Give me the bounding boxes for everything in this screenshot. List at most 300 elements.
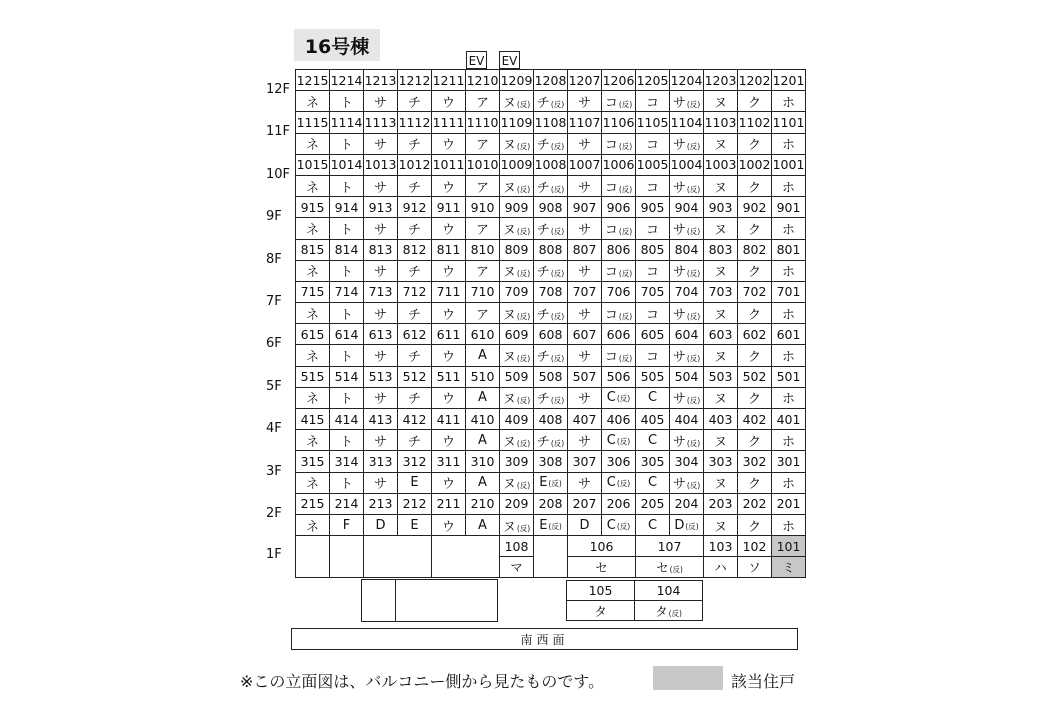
type-main: ヌ	[502, 392, 516, 408]
type-main: サ	[373, 307, 387, 323]
unit-number: 1011	[432, 154, 466, 175]
unit-number: 301	[772, 451, 806, 472]
unit-type	[432, 218, 466, 239]
type-main: ク	[747, 180, 761, 196]
unit-type	[636, 91, 670, 112]
type-reversed-mark: (反)	[686, 438, 701, 448]
type-main: ト	[339, 138, 353, 154]
type-main: ヌ	[713, 138, 727, 154]
type-main: ウ	[441, 392, 455, 408]
unit-blank	[534, 536, 568, 578]
unit-number: 813	[364, 239, 398, 260]
unit-type	[364, 133, 398, 154]
unit-type	[364, 303, 398, 324]
type-main: ヌ	[713, 95, 727, 111]
unit-number: 710	[466, 281, 500, 302]
type-main: ネ	[305, 222, 319, 238]
type-main: サ	[672, 95, 686, 111]
type-main: E	[410, 475, 419, 491]
unit-type	[296, 260, 330, 281]
type-reversed-mark: (反)	[686, 99, 701, 109]
unit-number: 507	[568, 366, 602, 387]
unit-type	[500, 175, 534, 196]
unit-number: 701	[772, 281, 806, 302]
unit-type	[602, 472, 636, 493]
elevation-grid	[295, 69, 806, 578]
unit-type	[636, 345, 670, 366]
unit-number: 606	[602, 324, 636, 345]
type-reversed-mark: (反)	[618, 226, 633, 236]
unit-number: 707	[568, 281, 602, 302]
unit-number: 1103	[704, 112, 738, 133]
type-reversed-mark: (反)	[516, 142, 531, 152]
annex-right-block	[566, 580, 703, 621]
floor-type-row	[296, 303, 806, 324]
unit-type	[738, 133, 772, 154]
unit-type	[398, 345, 432, 366]
unit-type	[296, 345, 330, 366]
type-main: サ	[577, 477, 591, 493]
type-main: ト	[339, 95, 353, 111]
unit-number: 814	[330, 239, 364, 260]
unit-type	[432, 472, 466, 493]
type-main: コ	[645, 95, 659, 111]
type-reversed-mark: (反)	[618, 354, 633, 364]
unit-number: 1002	[738, 154, 772, 175]
floor-number-row	[296, 112, 806, 133]
unit-type	[602, 133, 636, 154]
type-main: C	[606, 475, 616, 491]
type-main: ヌ	[502, 265, 516, 281]
type-main: サ	[373, 350, 387, 366]
unit-number: 712	[398, 281, 432, 302]
unit-number: 410	[466, 409, 500, 430]
floor-label: 12F	[266, 82, 291, 97]
unit-number: 913	[364, 197, 398, 218]
unit-type	[330, 345, 364, 366]
type-main: ウ	[441, 180, 455, 196]
unit-type	[534, 260, 568, 281]
type-main: ア	[475, 138, 489, 154]
unit-type	[772, 91, 806, 112]
unit-type	[772, 133, 806, 154]
unit-type	[602, 303, 636, 324]
type-reversed-mark: (反)	[686, 142, 701, 152]
unit-number: 502	[738, 366, 772, 387]
unit-type	[602, 91, 636, 112]
unit-type	[704, 472, 738, 493]
unit-type	[432, 133, 466, 154]
type-main: ネ	[305, 307, 319, 323]
type-main: サ	[577, 434, 591, 450]
unit-number: 709	[500, 281, 534, 302]
unit-type	[670, 514, 704, 535]
floor-label-1f: 1F	[266, 547, 282, 563]
unit-number: 215	[296, 493, 330, 514]
type-main: ヌ	[713, 307, 727, 323]
type-main: ホ	[781, 138, 795, 154]
type-main: チ	[407, 95, 421, 111]
unit-number: 510	[466, 366, 500, 387]
unit-type	[466, 387, 500, 408]
unit-number: 806	[602, 239, 636, 260]
floor-number-row	[296, 197, 806, 218]
unit-number: 1213	[364, 70, 398, 91]
unit-number: 408	[534, 409, 568, 430]
unit-type	[704, 387, 738, 408]
unit-type	[670, 430, 704, 451]
type-main: E	[410, 517, 419, 533]
type-main: ク	[747, 434, 761, 450]
type-reversed-mark: (反)	[616, 436, 631, 446]
unit-type	[772, 175, 806, 196]
type-main: チ	[536, 265, 550, 281]
type-reversed-mark: (反)	[618, 142, 633, 152]
unit-type	[500, 303, 534, 324]
unit-type-104	[635, 601, 703, 621]
unit-type	[432, 260, 466, 281]
unit-type	[568, 514, 602, 535]
unit-type	[772, 387, 806, 408]
unit-number: 414	[330, 409, 364, 430]
type-main: ネ	[305, 519, 319, 535]
unit-type	[738, 218, 772, 239]
type-main: チ	[536, 180, 550, 196]
unit-number: 912	[398, 197, 432, 218]
type-main: ホ	[781, 434, 795, 450]
type-main: チ	[407, 350, 421, 366]
unit-type	[364, 514, 398, 535]
unit-type	[466, 430, 500, 451]
type-main: C	[606, 390, 616, 406]
type-main: ホ	[781, 519, 795, 535]
unit-number: 1104	[670, 112, 704, 133]
unit-number: 209	[500, 493, 534, 514]
unit-type	[670, 218, 704, 239]
type-main: D	[375, 517, 386, 533]
type-main: タ	[655, 603, 668, 619]
type-main: コ	[645, 180, 659, 196]
unit-type	[568, 387, 602, 408]
type-reversed-mark: (反)	[516, 354, 531, 364]
type-main: ク	[747, 138, 761, 154]
floor-type-row	[296, 175, 806, 196]
type-reversed-mark: (反)	[686, 184, 701, 194]
unit-number: 909	[500, 197, 534, 218]
unit-type	[704, 133, 738, 154]
unit-number: 610	[466, 324, 500, 345]
unit-number: 609	[500, 324, 534, 345]
type-main: E	[539, 475, 548, 491]
type-main: サ	[577, 222, 591, 238]
unit-type	[398, 91, 432, 112]
type-reversed-mark: (反)	[550, 184, 565, 194]
unit-type	[772, 430, 806, 451]
type-main: ト	[339, 180, 353, 196]
unit-type	[534, 218, 568, 239]
type-reversed-mark: (反)	[550, 142, 565, 152]
type-main: ホ	[781, 307, 795, 323]
floor-number-row	[296, 239, 806, 260]
type-main: ヌ	[713, 350, 727, 366]
unit-number: 1108	[534, 112, 568, 133]
type-main: A	[478, 475, 487, 491]
unit-number: 1109	[500, 112, 534, 133]
unit-number: 307	[568, 451, 602, 472]
unit-type	[738, 303, 772, 324]
unit-number: 401	[772, 409, 806, 430]
floor-number-row	[296, 281, 806, 302]
unit-type	[704, 175, 738, 196]
unit-type	[398, 514, 432, 535]
unit-type	[398, 472, 432, 493]
type-main: コ	[604, 307, 618, 323]
unit-number: 503	[704, 366, 738, 387]
type-main: ホ	[781, 392, 795, 408]
unit-number: 1205	[636, 70, 670, 91]
type-main: ホ	[781, 350, 795, 366]
unit-type	[364, 430, 398, 451]
unit-type	[330, 430, 364, 451]
unit-type	[398, 260, 432, 281]
unit-type	[500, 218, 534, 239]
unit-type	[330, 472, 364, 493]
unit-number: 1009	[500, 154, 534, 175]
unit-number: 308	[534, 451, 568, 472]
unit-number: 1110	[466, 112, 500, 133]
unit-number: 505	[636, 366, 670, 387]
unit-number: 315	[296, 451, 330, 472]
unit-number: 714	[330, 281, 364, 302]
unit-type	[364, 387, 398, 408]
unit-type	[500, 133, 534, 154]
unit-type	[330, 260, 364, 281]
type-main: サ	[373, 392, 387, 408]
type-reversed-mark: (反)	[516, 226, 531, 236]
type-main: ヌ	[713, 265, 727, 281]
unit-type	[568, 133, 602, 154]
unit-type	[534, 91, 568, 112]
unit-number: 1211	[432, 70, 466, 91]
unit-number: 506	[602, 366, 636, 387]
type-reversed-mark: (反)	[516, 396, 531, 406]
unit-number: 1209	[500, 70, 534, 91]
type-main: ネ	[305, 350, 319, 366]
type-main: F	[342, 517, 351, 533]
type-main: ネ	[305, 180, 319, 196]
type-main: サ	[672, 392, 686, 408]
type-main: ヌ	[502, 138, 516, 154]
unit-type	[636, 218, 670, 239]
type-main: ネ	[305, 392, 319, 408]
unit-type	[500, 91, 534, 112]
floor-number-row	[296, 493, 806, 514]
type-main: ウ	[441, 95, 455, 111]
unit-number: 1111	[432, 112, 466, 133]
unit-number: 312	[398, 451, 432, 472]
type-main: ア	[475, 265, 489, 281]
type-main: ネ	[305, 434, 319, 450]
unit-blank	[296, 536, 330, 578]
type-reversed-mark: (反)	[618, 99, 633, 109]
type-reversed-mark: (反)	[550, 269, 565, 279]
type-main: ア	[475, 95, 489, 111]
unit-number: 1010	[466, 154, 500, 175]
type-main: C	[647, 432, 658, 448]
unit-type	[432, 303, 466, 324]
unit-number: 1212	[398, 70, 432, 91]
type-main: チ	[536, 138, 550, 154]
type-main: A	[478, 390, 487, 406]
unit-type	[500, 430, 534, 451]
type-reversed-mark: (反)	[669, 565, 683, 575]
unit-type	[534, 175, 568, 196]
type-main: コ	[604, 350, 618, 366]
unit-number: 403	[704, 409, 738, 430]
type-main: サ	[672, 477, 686, 493]
unit-type	[738, 91, 772, 112]
unit-number: 309	[500, 451, 534, 472]
type-reversed-mark: (反)	[616, 521, 631, 531]
type-main: ア	[475, 180, 489, 196]
unit-type	[466, 133, 500, 154]
unit-type	[466, 514, 500, 535]
unit-type	[670, 260, 704, 281]
unit-number-101-highlighted: 101	[772, 536, 806, 557]
unit-number: 203	[704, 493, 738, 514]
unit-number: 404	[670, 409, 704, 430]
type-main: チ	[536, 392, 550, 408]
floor-label: 5F	[266, 378, 282, 394]
unit-type-107	[636, 557, 704, 578]
unit-type	[670, 345, 704, 366]
unit-number: 407	[568, 409, 602, 430]
unit-number: 1107	[568, 112, 602, 133]
unit-type	[296, 387, 330, 408]
type-main: ク	[747, 222, 761, 238]
type-main: チ	[407, 434, 421, 450]
unit-number: 604	[670, 324, 704, 345]
type-main: サ	[672, 307, 686, 323]
unit-number: 1015	[296, 154, 330, 175]
unit-number: 504	[670, 366, 704, 387]
unit-number: 805	[636, 239, 670, 260]
unit-type	[636, 387, 670, 408]
unit-number: 608	[534, 324, 568, 345]
unit-number: 702	[738, 281, 772, 302]
unit-type	[364, 91, 398, 112]
type-reversed-mark: (反)	[686, 481, 701, 491]
unit-type	[364, 218, 398, 239]
unit-type	[738, 260, 772, 281]
type-main: ヌ	[502, 434, 516, 450]
floor-type-row	[296, 260, 806, 281]
unit-type	[432, 345, 466, 366]
floor-type-row	[296, 218, 806, 239]
unit-number: 207	[568, 493, 602, 514]
unit-number: 1204	[670, 70, 704, 91]
type-main: サ	[672, 180, 686, 196]
unit-number: 711	[432, 281, 466, 302]
unit-number: 1207	[568, 70, 602, 91]
unit-type	[398, 218, 432, 239]
unit-number: 708	[534, 281, 568, 302]
unit-number: 605	[636, 324, 670, 345]
unit-number: 612	[398, 324, 432, 345]
unit-number: 809	[500, 239, 534, 260]
annex-blank	[362, 580, 396, 622]
type-main: ト	[339, 222, 353, 238]
unit-type	[738, 387, 772, 408]
unit-number: 706	[602, 281, 636, 302]
unit-number: 509	[500, 366, 534, 387]
unit-type	[568, 91, 602, 112]
unit-number: 1105	[636, 112, 670, 133]
type-main: ク	[747, 307, 761, 323]
unit-type	[466, 218, 500, 239]
unit-number: 815	[296, 239, 330, 260]
annex-blank	[396, 580, 498, 622]
type-main: ヌ	[502, 180, 516, 196]
type-main: コ	[645, 307, 659, 323]
type-main: サ	[373, 138, 387, 154]
type-main: サ	[577, 350, 591, 366]
type-main: ト	[339, 477, 353, 493]
ev-label-right: EV	[499, 51, 520, 69]
unit-number: 310	[466, 451, 500, 472]
type-reversed-mark: (反)	[686, 354, 701, 364]
unit-type	[534, 472, 568, 493]
unit-type	[670, 175, 704, 196]
unit-type	[330, 514, 364, 535]
unit-type	[330, 387, 364, 408]
unit-number: 213	[364, 493, 398, 514]
type-main: ヌ	[713, 392, 727, 408]
unit-number: 1208	[534, 70, 568, 91]
unit-number: 1005	[636, 154, 670, 175]
unit-type	[568, 430, 602, 451]
type-reversed-mark: (反)	[548, 521, 562, 531]
unit-type	[432, 91, 466, 112]
type-main: ネ	[305, 477, 319, 493]
type-reversed-mark: (反)	[618, 311, 633, 321]
type-main: ト	[339, 350, 353, 366]
unit-number: 1202	[738, 70, 772, 91]
unit-type	[636, 303, 670, 324]
unit-type-102: ソ	[738, 557, 772, 578]
unit-type	[296, 430, 330, 451]
type-main: チ	[536, 350, 550, 366]
unit-number: 210	[466, 493, 500, 514]
floor-type-row	[296, 472, 806, 493]
type-reversed-mark: (反)	[516, 481, 531, 491]
unit-number: 204	[670, 493, 704, 514]
unit-type	[568, 175, 602, 196]
unit-number: 311	[432, 451, 466, 472]
type-reversed-mark: (反)	[686, 226, 701, 236]
unit-type	[602, 260, 636, 281]
unit-type	[670, 387, 704, 408]
unit-type	[704, 91, 738, 112]
type-main: D	[674, 517, 685, 533]
unit-number: 205	[636, 493, 670, 514]
type-main: ク	[747, 392, 761, 408]
unit-number: 804	[670, 239, 704, 260]
type-main: チ	[407, 222, 421, 238]
floor-label: 3F	[266, 463, 282, 479]
type-main: ア	[475, 307, 489, 323]
unit-type	[296, 514, 330, 535]
